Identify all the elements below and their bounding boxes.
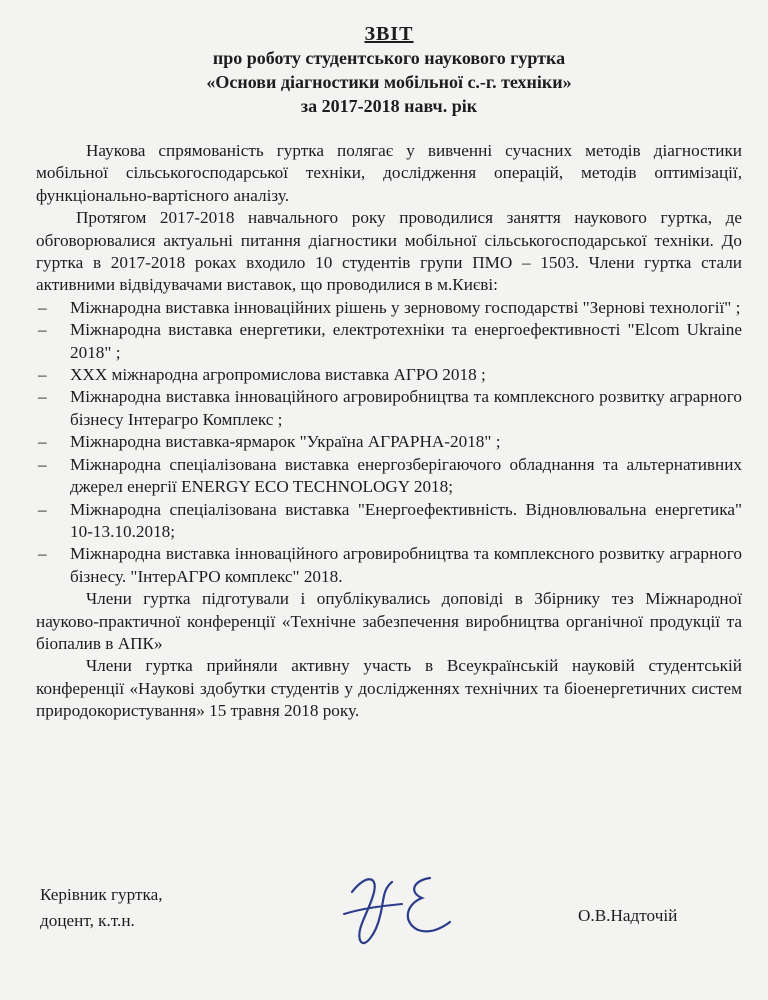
list-item: – Міжнародна спеціалізована виставка енергозберігаючого обладнання та альтернативних джерел енергії ENERGY ECO TECHNOLOGY 2018; [36,454,742,499]
list-item: – XXX міжнародна агропромислова виставка АГРО 2018 ; [36,364,742,386]
role-line-supervisor: Керівник гуртка, [40,885,163,904]
list-item: – Міжнародна виставка інноваційного агровиробництва та комплексного розвитку аграрного бізнесу Інтерагро Комплекс ; [36,386,742,431]
handwritten-signature [330,862,470,952]
report-title-block [36,0,742,118]
report-subtitle-line-3: за 2017-2018 навч. рік [300,96,478,116]
report-subtitle-line-1: про роботу студентського наукового гуртка [212,48,566,68]
role-line-degree: доцент, к.т.н. [40,911,135,930]
list-item: – Міжнародна виставка інноваційних рішень у зерновому господарстві "Зернові технології" ; [36,297,742,319]
report-heading: ЗВІТ [364,23,414,45]
signature-role-block [40,882,163,934]
list-item: – Міжнародна виставка енергетики, електротехніки та енергоефективності "Elcom Ukraine 2018" ; [36,319,742,364]
paragraph-conference: Члени гуртка прийняли активну участь в Всеукраїнській науковій студентській конференції «Наукові здобутки студентів у дослідженнях технічних та біоенергетичних систем природокористування» 15 травня 2018 року. [36,656,742,721]
paragraph-publications: Члени гуртка підготували і опублікувались доповіді в Збірнику тез Міжнародної науково-практичної конференції «Технічне забезпечення виробництва органічної продукції та біопалив в АПК» [36,589,742,653]
report-subtitle-line-2: «Основи діагностики мобільної с.-г. техніки» [206,72,572,92]
list-item: – Міжнародна спеціалізована виставка "Енергоефективність. Відновлювальна енергетика" 10-13.10.2018; [36,499,742,544]
report-body [36,140,742,723]
exhibitions-list [36,297,742,588]
list-item: – Міжнародна виставка інноваційного агровиробництва та комплексного розвитку аграрного бізнесу. "ІнтерАГРО комплекс" 2018. [36,543,742,588]
signer-name: О.В.Надточій [578,906,678,925]
paragraph-research-focus: Наукова спрямованість гуртка полягає у вивченні сучасних методів діагностики мобільної сільськогосподарської техніки, дослідження операцій, методів оптимізації, функціонально-вартісного аналізу. [36,141,742,205]
list-item: – Міжнародна виставка-ярмарок "Україна АГРАРНА-2018" ; [36,431,742,453]
paragraph-activities: Протягом 2017-2018 навчального року проводилися заняття наукового гуртка, де обговорювалися актуальні питання діагностики мобільної сільськогосподарської техніки. До гуртка в 2017-2018 роках входило 10 студентів групи ПМО – 1503. Члени гуртка стали активними відвідувачами виставок, що проводилися в м.Києві: [36,208,742,295]
